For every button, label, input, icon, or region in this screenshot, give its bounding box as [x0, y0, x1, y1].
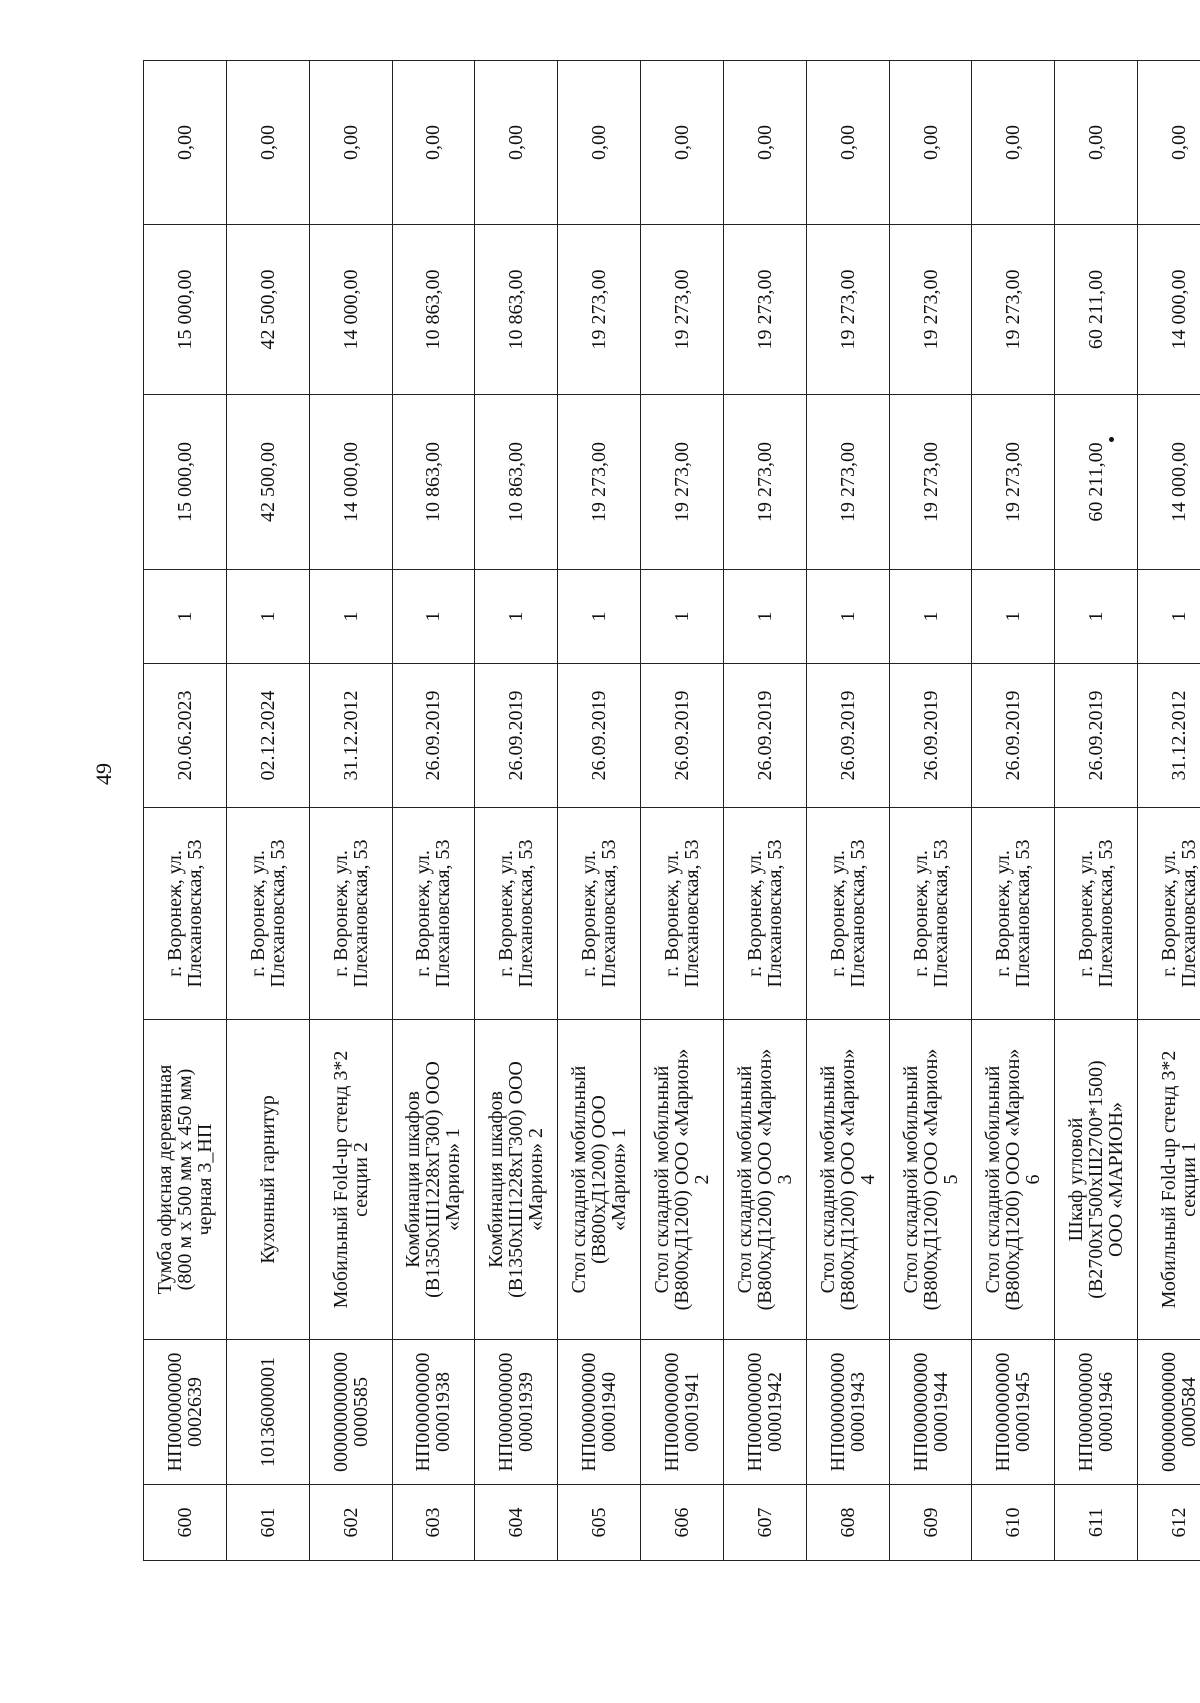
table-row	[475, 61, 558, 1561]
table-row	[641, 61, 724, 1561]
residual-value-cell: 0,00	[641, 61, 724, 225]
acquisition-date-cell: 26.09.2019	[806, 664, 889, 808]
quantity-cell: 1	[392, 570, 475, 664]
location-cell: г. Воронеж, ул. Плехановская, 53	[806, 808, 889, 1020]
row-number-cell: 607	[723, 1485, 806, 1561]
item-name-cell: Стол складной мобильный (В800хД1200) ООО «Марион» 1	[558, 1020, 641, 1340]
residual-value-cell: 0,00	[309, 61, 392, 225]
item-name-cell: Стол складной мобильный (В800хД1200) ООО «Марион» 5	[889, 1020, 972, 1340]
item-name-cell: Комбинация шкафов (В1350хШ1228хГ300) ООО «Марион» 1	[392, 1020, 475, 1340]
location-cell: г. Воронеж, ул. Плехановская, 53	[144, 808, 227, 1020]
quantity-cell: 1	[806, 570, 889, 664]
inventory-code-cell: НП000000000 00001939	[475, 1340, 558, 1485]
total-value-cell: 14 000,00	[1138, 225, 1200, 395]
total-value-cell: 15 000,00	[144, 225, 227, 395]
unit-price-cell: 10 863,00	[475, 395, 558, 570]
inventory-code-cell: 000000000000 0000585	[309, 1340, 392, 1485]
location-cell: г. Воронеж, ул. Плехановская, 53	[972, 808, 1055, 1020]
location-cell: г. Воронеж, ул. Плехановская, 53	[641, 808, 724, 1020]
table-row	[889, 61, 972, 1561]
residual-value-cell: 0,00	[558, 61, 641, 225]
location-cell: г. Воронеж, ул. Плехановская, 53	[1138, 808, 1200, 1020]
unit-price-cell: 19 273,00	[558, 395, 641, 570]
item-name-cell: Шкаф угловой (В2700хГ500хШ2700*1500) ООО «МАРИОН»	[1055, 1020, 1138, 1340]
table-row	[972, 61, 1055, 1561]
inventory-code-cell: 000000000000 0000584	[1138, 1340, 1200, 1485]
residual-value-cell: 0,00	[1055, 61, 1138, 225]
acquisition-date-cell: 26.09.2019	[1055, 664, 1138, 808]
location-cell: г. Воронеж, ул. Плехановская, 53	[1055, 808, 1138, 1020]
page-number: 49	[91, 763, 116, 785]
total-value-cell: 19 273,00	[723, 225, 806, 395]
acquisition-date-cell: 02.12.2024	[226, 664, 309, 808]
acquisition-date-cell: 20.06.2023	[144, 664, 227, 808]
location-cell: г. Воронеж, ул. Плехановская, 53	[889, 808, 972, 1020]
location-cell: г. Воронеж, ул. Плехановская, 53	[475, 808, 558, 1020]
table-row	[144, 61, 227, 1561]
quantity-cell: 1	[226, 570, 309, 664]
total-value-cell: 19 273,00	[889, 225, 972, 395]
unit-price-cell: 19 273,00	[641, 395, 724, 570]
location-cell: г. Воронеж, ул. Плехановская, 53	[723, 808, 806, 1020]
acquisition-date-cell: 26.09.2019	[723, 664, 806, 808]
row-number-cell: 609	[889, 1485, 972, 1561]
quantity-cell: 1	[641, 570, 724, 664]
table-row	[723, 61, 806, 1561]
item-name-cell: Кухонный гарнитур	[226, 1020, 309, 1340]
inventory-code-cell: НП000000000 00001943	[806, 1340, 889, 1485]
inventory-code-cell: 10136000001	[226, 1340, 309, 1485]
total-value-cell: 19 273,00	[558, 225, 641, 395]
table-row	[1138, 61, 1200, 1561]
row-number-cell: 612	[1138, 1485, 1200, 1561]
total-value-cell: 42 500,00	[226, 225, 309, 395]
unit-price-cell: 10 863,00	[392, 395, 475, 570]
quantity-cell: 1	[1138, 570, 1200, 664]
unit-price-cell: 60 211,00	[1055, 395, 1138, 570]
item-name-cell: Мобильный Fold-up стенд 3*2 секции 2	[309, 1020, 392, 1340]
location-cell: г. Воронеж, ул. Плехановская, 53	[392, 808, 475, 1020]
unit-price-cell: 19 273,00	[972, 395, 1055, 570]
row-number-cell: 610	[972, 1485, 1055, 1561]
item-name-cell: Тумба офисная деревянная (800 м х 500 мм х 450 мм) черная 3_НП	[144, 1020, 227, 1340]
total-value-cell: 19 273,00	[641, 225, 724, 395]
total-value-cell: 14 000,00	[309, 225, 392, 395]
table-row	[226, 61, 309, 1561]
quantity-cell: 1	[1055, 570, 1138, 664]
residual-value-cell: 0,00	[226, 61, 309, 225]
quantity-cell: 1	[889, 570, 972, 664]
total-value-cell: 10 863,00	[392, 225, 475, 395]
assets-table	[143, 60, 1200, 1561]
quantity-cell: 1	[558, 570, 641, 664]
item-name-cell: Мобильный Fold-up стенд 3*2 секции 1	[1138, 1020, 1200, 1340]
residual-value-cell: 0,00	[392, 61, 475, 225]
row-number-cell: 606	[641, 1485, 724, 1561]
assets-table-body	[144, 61, 1200, 1561]
residual-value-cell: 0,00	[1138, 61, 1200, 225]
inventory-code-cell: НП000000000 0002639	[144, 1340, 227, 1485]
unit-price-cell: 14 000,00	[1138, 395, 1200, 570]
location-cell: г. Воронеж, ул. Плехановская, 53	[309, 808, 392, 1020]
inventory-code-cell: НП000000000 00001946	[1055, 1340, 1138, 1485]
table-row	[392, 61, 475, 1561]
item-name-cell: Стол складной мобильный (В800хД1200) ООО «Марион» 4	[806, 1020, 889, 1340]
item-name-cell: Стол складной мобильный (В800хД1200) ООО «Марион» 3	[723, 1020, 806, 1340]
row-number-cell: 602	[309, 1485, 392, 1561]
inventory-code-cell: НП000000000 00001945	[972, 1340, 1055, 1485]
acquisition-date-cell: 26.09.2019	[972, 664, 1055, 808]
row-number-cell: 605	[558, 1485, 641, 1561]
unit-price-cell: 19 273,00	[889, 395, 972, 570]
acquisition-date-cell: 26.09.2019	[641, 664, 724, 808]
row-number-cell: 601	[226, 1485, 309, 1561]
rotated-table-container	[143, 61, 1200, 1561]
inventory-code-cell: НП000000000 00001941	[641, 1340, 724, 1485]
quantity-cell: 1	[309, 570, 392, 664]
total-value-cell: 19 273,00	[806, 225, 889, 395]
row-number-cell: 608	[806, 1485, 889, 1561]
total-value-cell: 19 273,00	[972, 225, 1055, 395]
quantity-cell: 1	[972, 570, 1055, 664]
unit-price-cell: 15 000,00	[144, 395, 227, 570]
quantity-cell: 1	[144, 570, 227, 664]
acquisition-date-cell: 26.09.2019	[558, 664, 641, 808]
inventory-code-cell: НП000000000 00001940	[558, 1340, 641, 1485]
unit-price-cell: 19 273,00	[806, 395, 889, 570]
residual-value-cell: 0,00	[475, 61, 558, 225]
acquisition-date-cell: 31.12.2012	[1138, 664, 1200, 808]
acquisition-date-cell: 26.09.2019	[475, 664, 558, 808]
total-value-cell: 60 211,00	[1055, 225, 1138, 395]
inventory-code-cell: НП000000000 00001938	[392, 1340, 475, 1485]
table-row	[558, 61, 641, 1561]
acquisition-date-cell: 26.09.2019	[392, 664, 475, 808]
total-value-cell: 10 863,00	[475, 225, 558, 395]
acquisition-date-cell: 26.09.2019	[889, 664, 972, 808]
table-row	[1055, 61, 1138, 1561]
stray-dot-mark	[1109, 437, 1114, 442]
table-row	[806, 61, 889, 1561]
table-row	[309, 61, 392, 1561]
acquisition-date-cell: 31.12.2012	[309, 664, 392, 808]
quantity-cell: 1	[723, 570, 806, 664]
row-number-cell: 600	[144, 1485, 227, 1561]
row-number-cell: 604	[475, 1485, 558, 1561]
location-cell: г. Воронеж, ул. Плехановская, 53	[558, 808, 641, 1020]
residual-value-cell: 0,00	[972, 61, 1055, 225]
row-number-cell: 611	[1055, 1485, 1138, 1561]
item-name-cell: Стол складной мобильный (В800хД1200) ООО «Марион» 6	[972, 1020, 1055, 1340]
residual-value-cell: 0,00	[889, 61, 972, 225]
row-number-cell: 603	[392, 1485, 475, 1561]
residual-value-cell: 0,00	[723, 61, 806, 225]
item-name-cell: Стол складной мобильный (В800хД1200) ООО «Марион» 2	[641, 1020, 724, 1340]
unit-price-cell: 19 273,00	[723, 395, 806, 570]
location-cell: г. Воронеж, ул. Плехановская, 53	[226, 808, 309, 1020]
inventory-code-cell: НП000000000 00001944	[889, 1340, 972, 1485]
quantity-cell: 1	[475, 570, 558, 664]
residual-value-cell: 0,00	[806, 61, 889, 225]
inventory-code-cell: НП000000000 00001942	[723, 1340, 806, 1485]
unit-price-cell: 14 000,00	[309, 395, 392, 570]
residual-value-cell: 0,00	[144, 61, 227, 225]
item-name-cell: Комбинация шкафов (В1350хШ1228хГ300) ООО «Марион» 2	[475, 1020, 558, 1340]
unit-price-cell: 42 500,00	[226, 395, 309, 570]
